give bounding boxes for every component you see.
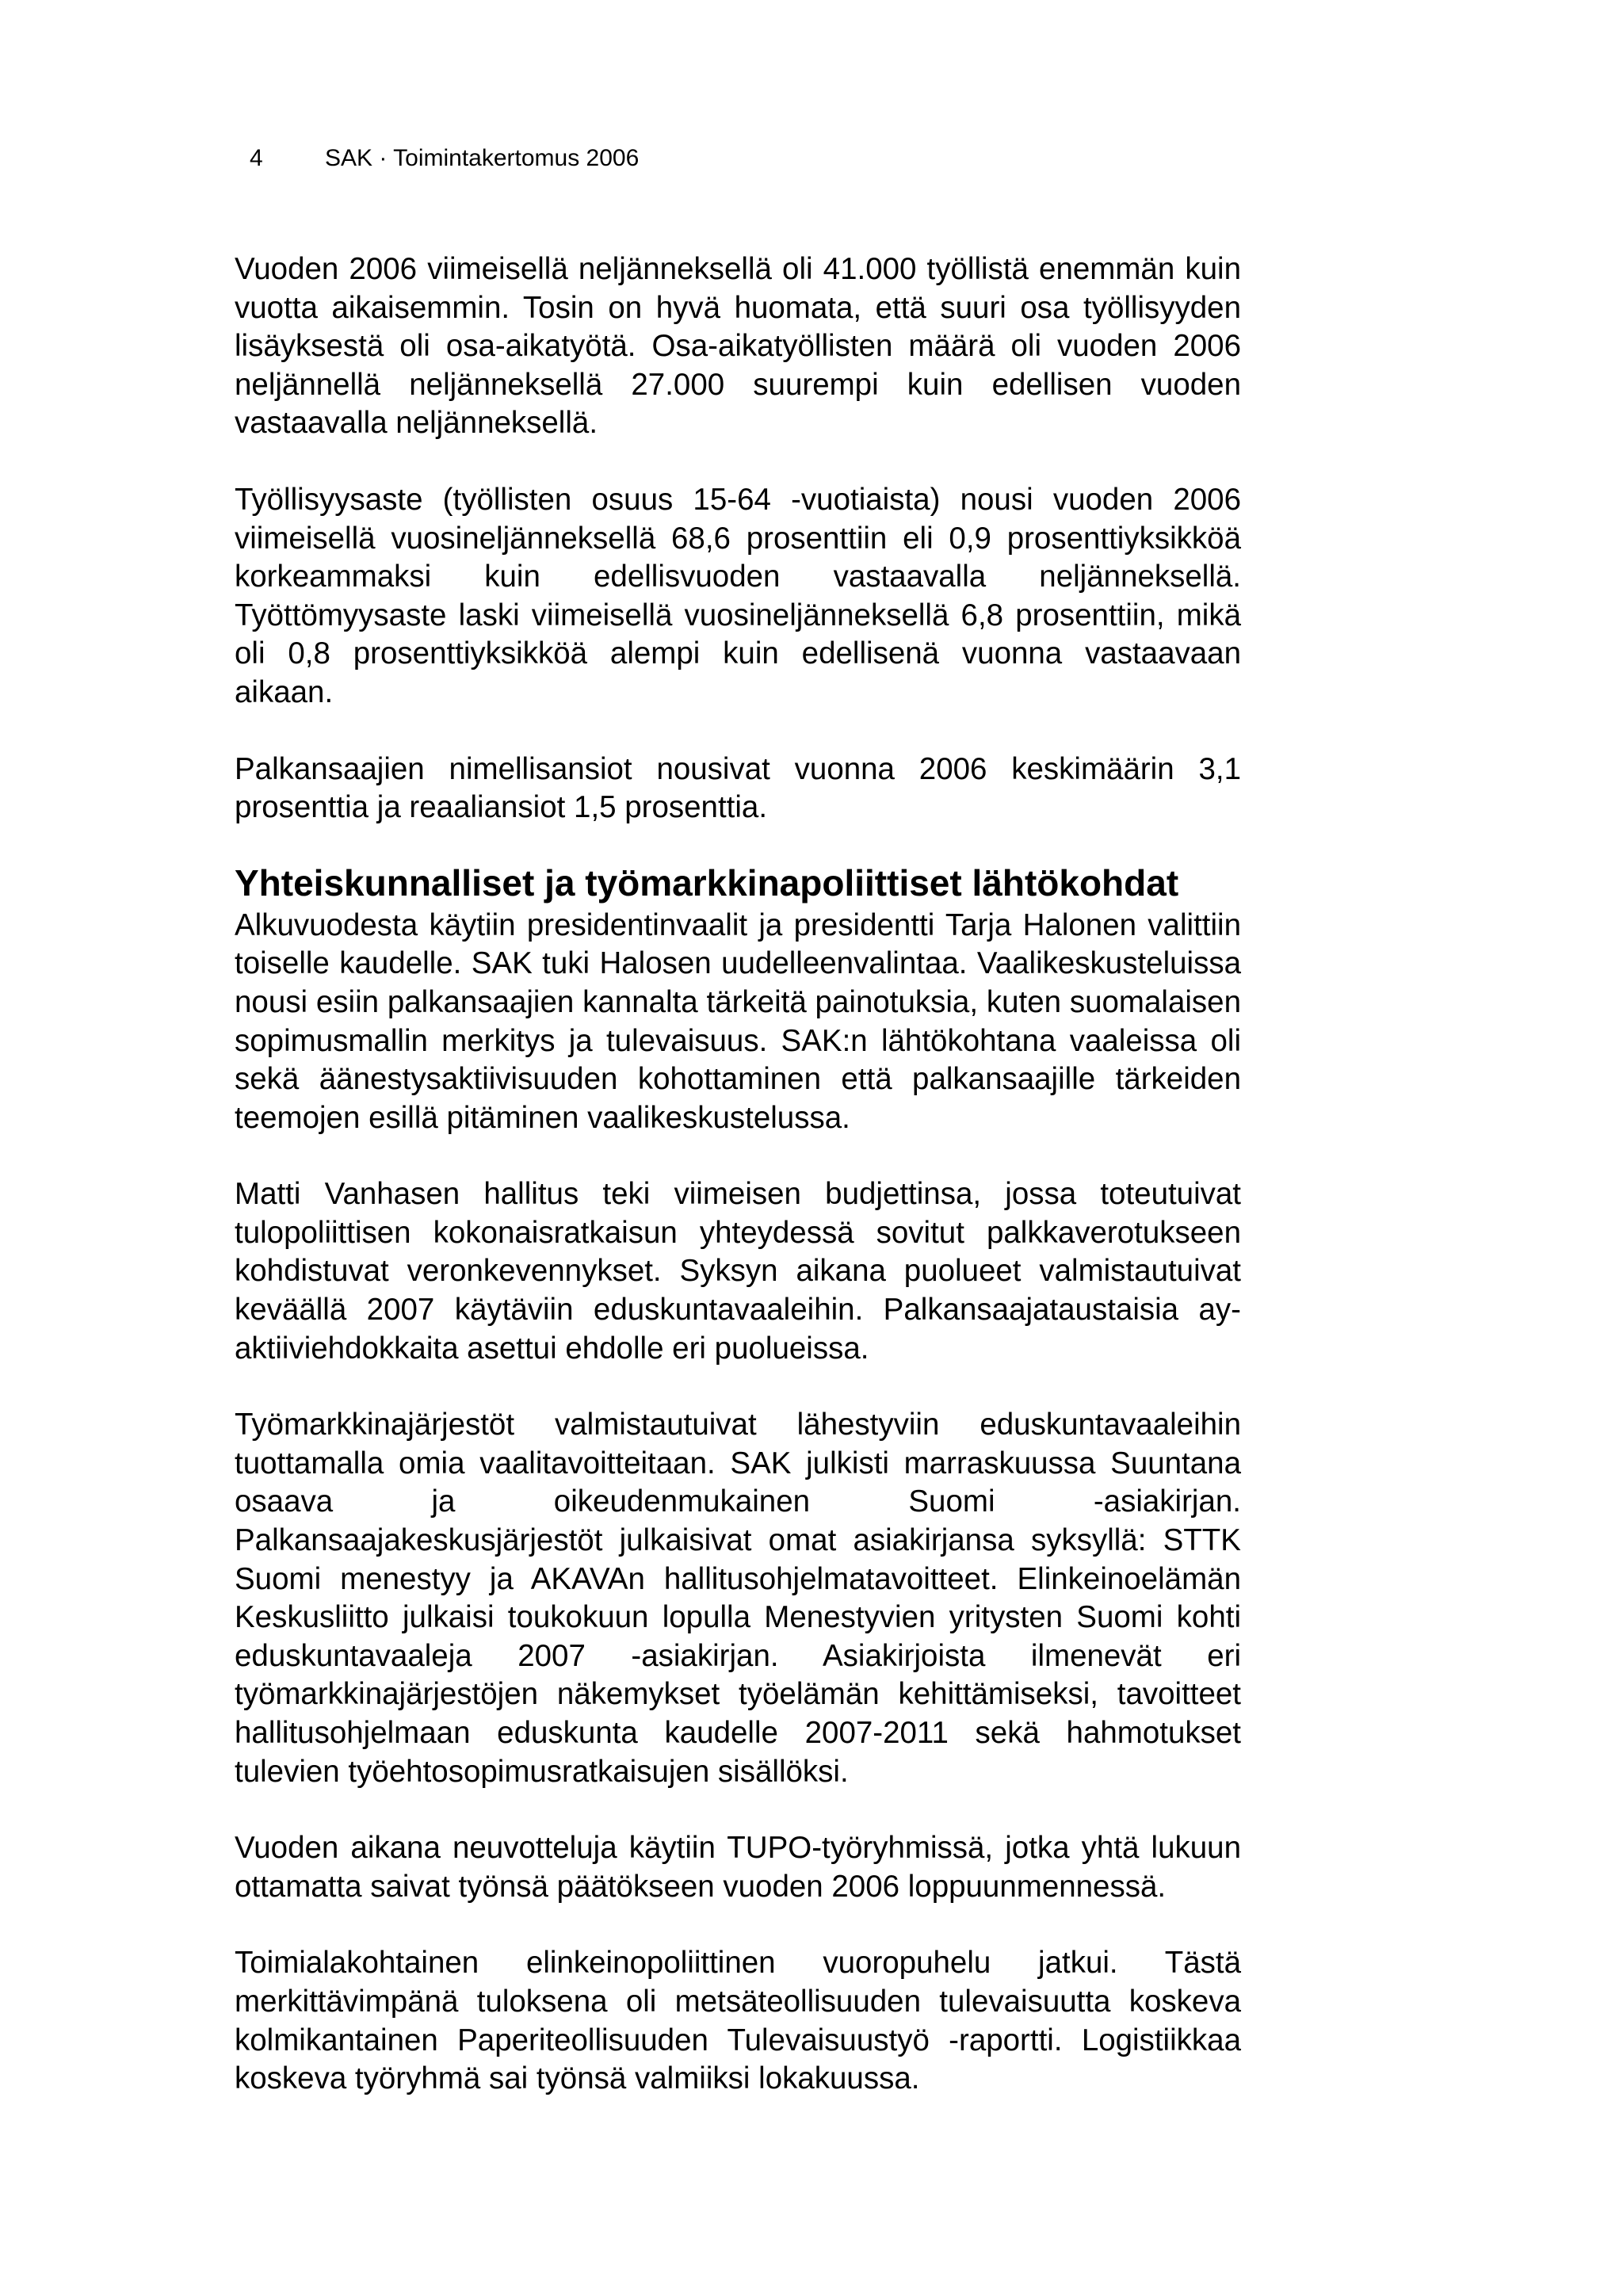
paragraph-earnings: Palkansaajien nimellisansiot nousivat vuonna 2006 keskimäärin 3,1 prosenttia ja reaaliansiot 1,5 prosenttia. — [235, 751, 1241, 825]
paragraph-employment-growth: Vuoden 2006 viimeisellä neljänneksellä oli 41.000 työllistä enemmän kuin vuotta aikaisemmin. Tosin on hyvä huomata, että suuri osa työllisyyden lisäyksestä oli osa-aikatyötä. Osa-aikatyöllisten määrä oli vuoden 2006 neljännellä neljänneksellä 27.000 suurempi kuin edellisen vuoden vastaavalla neljänneksellä. — [235, 252, 1241, 441]
paragraph-tupo-working-groups: Vuoden aikana neuvotteluja käytiin TUPO-työryhmissä, jotka yhtä lukuun ottamatta saivat työnsä päätökseen vuoden 2006 loppuunmennessä. — [235, 1831, 1241, 1904]
paragraph-presidential-election: Alkuvuodesta käytiin presidentinvaalit ja presidentti Tarja Halonen valittiin toiselle kaudelle. SAK tuki Halosen uudelleenvalintaa. Vaalikeskusteluissa nousi esiin palkansaajien kannalta tärkeitä painotuksia, kuten suomalaisen sopimusmallin merkitys ja tulevaisuus. SAK:n lähtökohtana vaaleissa oli sekä äänestysaktiivisuuden kohottaminen että palkansaajille tärkeiden teemojen esillä pitäminen vaalikeskustelussa. — [235, 907, 1241, 1135]
running-header — [250, 143, 639, 174]
section-heading: Yhteiskunnalliset ja työmarkkinapoliittiset lähtökohdat — [235, 861, 1179, 904]
main-content — [235, 250, 1241, 2099]
paragraph-labour-organisations: Työmarkkinajärjestöt valmistautuivat lähestyviin eduskuntavaaleihin tuottamalla omia vaalitavoitteitaan. SAK julkisti marraskuussa Suuntana osaava ja oikeudenmukainen Suomi -asiakirjan. Palkansaajakeskusjärjestöt julkaisivat omat asiakirjansa syksyllä: STTK Suomi menestyy ja AKAVAn hallitusohjelmatavoitteet. Elinkeinoelämän Keskusliitto julkaisi toukokuun lopulla Menestyvien yritysten Suomi kohti eduskuntavaaleja 2007 -asiakirjan. Asiakirjoista ilmenevät eri työmarkkinajärjestöjen näkemykset työelämän kehittämiseksi, tavoitteet hallitusohjelmaan eduskunta kaudelle 2007-2011 sekä hahmotukset tulevien työehtosopimusratkaisujen sisällöksi. — [235, 1408, 1241, 1789]
paragraph-industry-dialogue: Toimialakohtainen elinkeinopoliittinen vuoropuhelu jatkui. Tästä merkittävimpänä tuloksena oli metsäteollisuuden tulevaisuutta koskeva kolmikantainen Paperiteollisuuden Tulevaisuustyö -raportti. Logistiikkaa koskeva työryhmä sai työnsä valmiiksi lokakuussa. — [235, 1946, 1241, 2096]
page-number: 4 — [250, 145, 263, 171]
paragraph-government-budget: Matti Vanhasen hallitus teki viimeisen budjettinsa, jossa toteutuivat tulopoliittisen kokonaisratkaisun yhteydessä sovitut palkkaverotukseen kohdistuvat veronkevennykset. Syksyn aikana puolueet valmistautuivat keväällä 2007 käytäviin eduskuntavaaleihin. Palkansaajataustaisia ay-aktiiviehdokkaita asettui ehdolle eri puolueissa. — [235, 1177, 1241, 1366]
paragraph-employment-rate: Työllisyysaste (työllisten osuus 15-64 -vuotiaista) nousi vuoden 2006 viimeisellä vuosineljänneksellä 68,6 prosenttiin eli 0,9 prosenttiyksikköä korkeammaksi kuin edellisvuoden vastaavalla neljänneksellä. Työttömyysaste laski viimeisellä vuosineljänneksellä 6,8 prosenttiin, mikä oli 0,8 prosenttiyksikköä alempi kuin edellisenä vuonna vastaavaan aikaan. — [235, 482, 1241, 709]
document-title: SAK · Toimintakertomus 2006 — [325, 145, 640, 171]
